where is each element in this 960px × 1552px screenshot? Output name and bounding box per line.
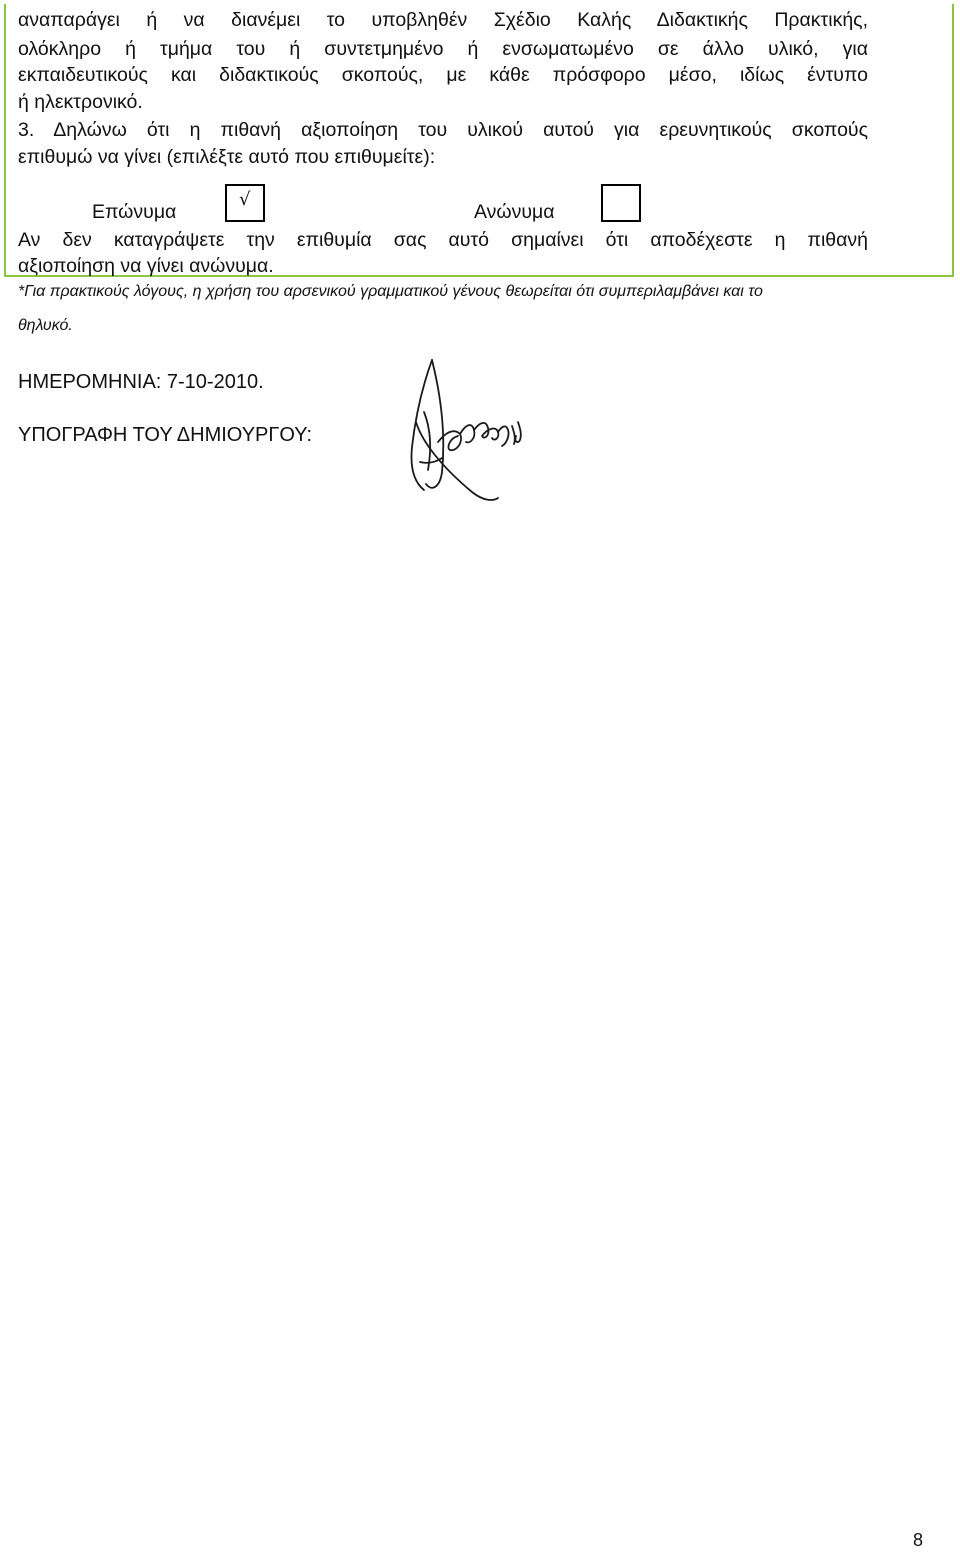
- named-option-checkbox[interactable]: [225, 184, 265, 222]
- named-option-label: Επώνυμα: [92, 201, 177, 223]
- paragraph-line-2: ολόκληρο ή τμήμα του ή συντετμημένο ή ενσωματωμένο σε άλλο υλικό, για: [18, 38, 868, 60]
- note-line-2: αξιοποίηση να γίνει ανώνυμα.: [18, 255, 274, 277]
- declaration-line-1: 3. Δηλώνω ότι η πιθανή αξιοποίηση του υλικού αυτού για ερευνητικούς σκοπούς: [18, 119, 868, 141]
- note-line-1: Αν δεν καταγράψετε την επιθυμία σας αυτό σημαίνει ότι αποδέχεστε η πιθανή: [18, 229, 868, 251]
- footnote-line-1: *Για πρακτικούς λόγους, η χρήση του αρσενικού γραμματικού γένους θεωρείται ότι συμπεριλαμβάνει και το: [18, 283, 763, 300]
- anonymous-option-checkbox[interactable]: [601, 184, 641, 222]
- handwritten-signature: [402, 352, 532, 507]
- paragraph-line-1: αναπαράγει ή να διανέμει το υποβληθέν Σχέδιο Καλής Διδακτικής Πρακτικής,: [18, 9, 868, 31]
- page-number: 8: [913, 1530, 924, 1550]
- paragraph-line-4: ή ηλεκτρονικό.: [18, 91, 143, 113]
- check-mark-icon: √: [239, 189, 251, 210]
- paragraph-line-3: εκπαιδευτικούς και διδακτικούς σκοπούς, με κάθε πρόσφορο μέσο, ιδίως έντυπο: [18, 64, 868, 86]
- date-line: ΗΜΕΡΟΜΗΝΙΑ: 7-10-2010.: [18, 371, 264, 393]
- declaration-line-2: επιθυμώ να γίνει (επιλέξτε αυτό που επιθυμείτε):: [18, 146, 436, 168]
- footnote-line-2: θηλυκό.: [18, 317, 73, 334]
- signature-label: ΥΠΟΓΡΑΦΗ ΤΟΥ ΔΗΜΙΟΥΡΓΟΥ:: [18, 424, 313, 446]
- anonymous-option-label: Ανώνυμα: [474, 201, 555, 223]
